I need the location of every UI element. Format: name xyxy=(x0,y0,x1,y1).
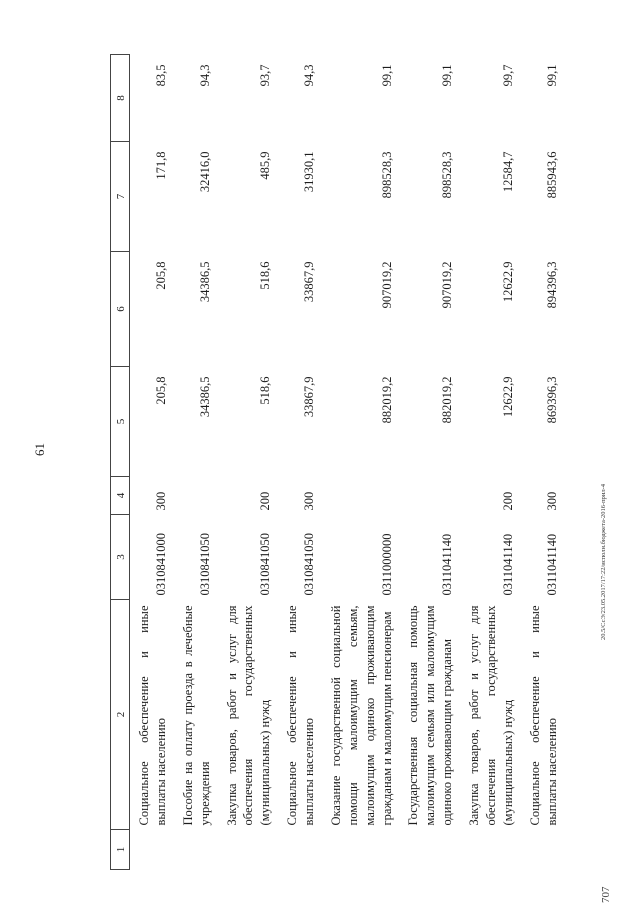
table-row xyxy=(218,55,279,870)
column-header-2: 2 xyxy=(111,600,130,830)
expense-type-code: 200 xyxy=(258,491,273,511)
value-col6: 907019,2 xyxy=(440,261,455,309)
target-article-code: 0311041140 xyxy=(440,533,455,596)
value-col6: 12622,9 xyxy=(500,261,515,303)
target-article-code: 0311041140 xyxy=(500,533,515,596)
row-index-cell xyxy=(130,830,174,870)
expense-type-code xyxy=(174,477,218,515)
table-row xyxy=(322,55,400,870)
budget-table xyxy=(110,54,564,870)
column-header-5: 5 xyxy=(111,367,130,477)
table-row xyxy=(460,55,521,870)
column-header-7: 7 xyxy=(111,142,130,252)
value-col6: 894396,3 xyxy=(544,261,559,309)
value-col6: 205,8 xyxy=(153,261,168,290)
column-header-1: 1 xyxy=(111,830,130,870)
target-article-code: 0311041140 xyxy=(544,533,559,596)
page-number: 61 xyxy=(32,443,47,456)
item-name: Пособие на оплату проезда в лечебные учреждения xyxy=(180,605,212,826)
column-header-3: 3 xyxy=(111,515,130,600)
value-col6: 33867,9 xyxy=(302,261,316,303)
table-row xyxy=(278,55,322,870)
column-header-6: 6 xyxy=(111,252,130,367)
target-article-code: 0310841050 xyxy=(302,533,316,596)
value-col8-percent: 94,3 xyxy=(302,64,316,87)
row-index-cell xyxy=(278,830,322,870)
value-col8-percent: 93,7 xyxy=(258,64,273,87)
column-header-4: 4 xyxy=(111,477,130,515)
value-col7: 898528,3 xyxy=(440,151,455,199)
value-col5: 518,6 xyxy=(258,376,273,405)
item-name: Социальное обеспечение и иные выплаты населению xyxy=(285,605,316,826)
expense-type-code xyxy=(322,477,400,515)
value-col7: 171,8 xyxy=(153,151,168,180)
item-name: Социальное обеспечение и иные выплаты населению xyxy=(527,605,559,826)
value-col5: 12622,9 xyxy=(500,376,515,418)
table-row xyxy=(399,55,460,870)
item-name: Закупка товаров, работ и услуг для обеспечения государственных (муниципальных) нужд xyxy=(224,605,273,826)
table-row xyxy=(521,55,565,870)
value-col7: 32416,0 xyxy=(197,151,212,193)
value-col8-percent: 99,1 xyxy=(379,64,394,87)
target-article-code: 0311000000 xyxy=(379,533,394,596)
row-index-cell xyxy=(460,830,521,870)
budget-table-rotated xyxy=(110,55,586,870)
item-name: Закупка товаров, работ и услуг для обеспечения государственных (муниципальных) нужд xyxy=(467,605,515,826)
value-col8-percent: 99,1 xyxy=(440,64,455,87)
value-col5: 33867,9 xyxy=(302,376,316,418)
value-col7: 898528,3 xyxy=(379,151,394,199)
value-col5: 882019,2 xyxy=(440,376,455,424)
row-index-cell xyxy=(218,830,279,870)
item-name: Государственная социальная помощь малоимущим семьям или малоимущим одиноко проживающим гражданам xyxy=(406,605,455,826)
value-col8-percent: 83,5 xyxy=(153,64,168,87)
value-col5: 205,8 xyxy=(153,376,168,405)
target-article-code: 0310841000 xyxy=(153,533,168,596)
row-index-cell xyxy=(399,830,460,870)
target-article-code: 0310841050 xyxy=(197,533,212,596)
document-footer-code: 20.5/СсЭ/23.05.2017/17:22/исполн.бюджета-2016-прил-4 xyxy=(600,483,607,640)
column-header-8: 8 xyxy=(111,55,130,142)
value-col7: 31930,1 xyxy=(302,151,316,193)
row-index-cell xyxy=(521,830,565,870)
value-col7: 12584,7 xyxy=(500,151,515,193)
value-col8-percent: 94,3 xyxy=(197,64,212,87)
expense-type-code: 300 xyxy=(544,491,559,511)
value-col8-percent: 99,1 xyxy=(544,64,559,87)
value-col6: 518,6 xyxy=(258,261,273,290)
item-name: Социальное обеспечение и иные выплаты населению xyxy=(137,605,168,826)
expense-type-code: 300 xyxy=(153,491,168,511)
table-row xyxy=(130,55,174,870)
value-col6: 907019,2 xyxy=(379,261,394,309)
row-index-cell xyxy=(322,830,400,870)
expense-type-code: 300 xyxy=(302,491,316,511)
expense-type-code xyxy=(399,477,460,515)
target-article-code: 0310841050 xyxy=(258,533,273,596)
expense-type-code: 200 xyxy=(500,491,515,511)
value-col8-percent: 99,7 xyxy=(500,64,515,87)
table-row xyxy=(174,55,218,870)
value-col6: 34386,5 xyxy=(197,261,212,303)
value-col5: 869396,3 xyxy=(544,376,559,424)
column-number-header-row xyxy=(111,55,130,870)
item-name: Оказание государственной социальной помощи малоимущим семьям, малоимущим одиноко проживающим гражданам и малоимущим пенсионерам xyxy=(328,605,394,826)
value-col5: 882019,2 xyxy=(379,376,394,424)
value-col7: 885943,6 xyxy=(544,151,559,199)
corner-page-mark: 707 xyxy=(600,886,612,903)
row-index-cell xyxy=(174,830,218,870)
value-col7: 485,9 xyxy=(258,151,273,180)
value-col5: 34386,5 xyxy=(197,376,212,418)
